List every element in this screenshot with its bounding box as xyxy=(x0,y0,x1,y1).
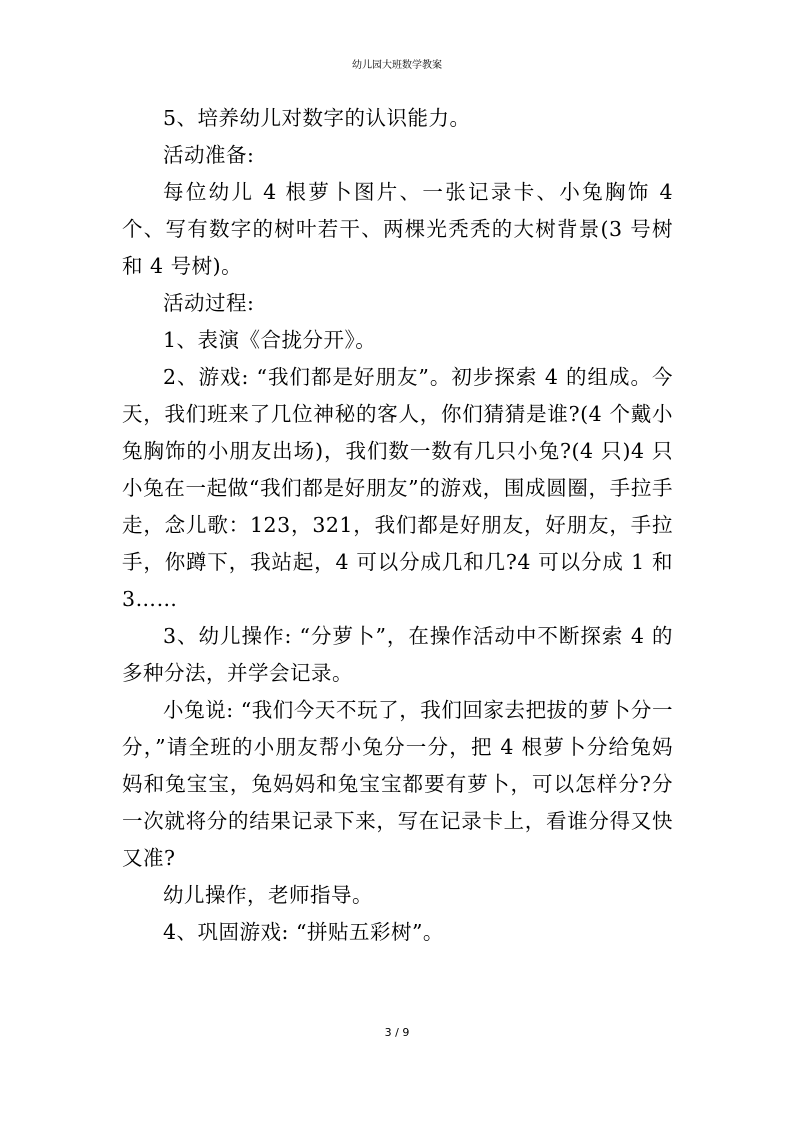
document-body xyxy=(122,100,673,951)
paragraph-preparation-materials: 每位幼儿 4 根萝卜图片、一张记录卡、小兔胸饰 4 个、写有数字的树叶若干、两棵光秃秃的大树背景(3 号树和 4 号树)。 xyxy=(122,180,673,278)
paragraph-rabbit-says: 小兔说: “我们今天不玩了，我们回家去把拔的萝卜分一分，”请全班的小朋友帮小兔分一分，把 4 根萝卜分给兔妈妈和兔宝宝，兔妈妈和兔宝宝都要有萝卜，可以怎样分?分一次就将分的结果记录下来，写在记录卡上，看谁分得又快又准? xyxy=(122,698,673,870)
paragraph-step-1: 1、表演《合拢分开》。 xyxy=(163,328,377,352)
heading-activity-preparation: 活动准备: xyxy=(163,143,255,167)
paragraph-goal-5: 5、培养幼儿对数字的认识能力。 xyxy=(163,106,471,130)
page-number: 3 / 9 xyxy=(384,1026,410,1039)
paragraph-step-4: 4、巩固游戏: “拼贴五彩树”。 xyxy=(163,920,444,944)
page-header: 幼儿园大班数学教案 xyxy=(352,60,442,71)
paragraph-step-2: 2、游戏: “我们都是好朋友”。初步探索 4 的组成。今天，我们班来了几位神秘的客人，你们猜猜是谁?(4 个戴小兔胸饰的小朋友出场)，我们数一数有几只小兔?(4 只)4 只小兔在一起做“我们都是好朋友”的游戏，围成圆圈，手拉手走，念儿歌：123，321，我们都是好朋友，好朋友，手拉手，你蹲下，我站起，4 可以分成几和几?4 可以分成 1 和 3…… xyxy=(122,365,673,611)
paragraph-step-3: 3、幼儿操作: “分萝卜”，在操作活动中不断探索 4 的多种分法，并学会记录。 xyxy=(122,624,673,685)
paragraph-children-operate: 幼儿操作，老师指导。 xyxy=(163,883,373,907)
heading-activity-process: 活动过程: xyxy=(163,291,255,315)
